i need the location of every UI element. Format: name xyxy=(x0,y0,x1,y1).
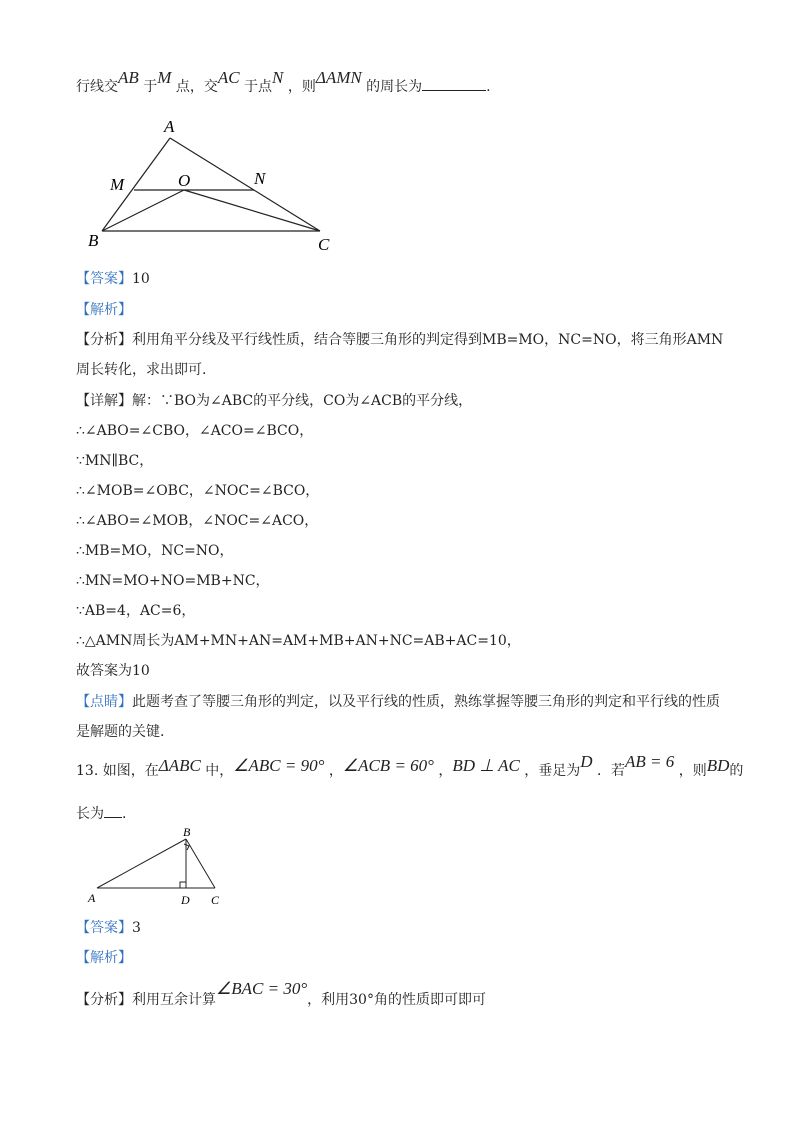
math-bd-perp-ac: BD ⊥ AC xyxy=(452,756,520,775)
q12-text: 行线交 xyxy=(76,79,118,95)
label-a: A xyxy=(164,117,175,136)
answer-value: 10 xyxy=(132,271,150,287)
q13-text: ， xyxy=(328,763,343,779)
math-m: M xyxy=(157,68,172,87)
dianjing-line-2: 是解题的关键. xyxy=(76,724,165,740)
line-ac xyxy=(170,138,320,231)
math-d: D xyxy=(580,752,593,771)
q13-text: 长为 xyxy=(76,806,104,822)
answer-tag: 【答案】 xyxy=(76,271,132,287)
label-d: D xyxy=(181,893,190,907)
fenxi-line xyxy=(76,979,486,1010)
conclusion-line: 故答案为10 xyxy=(76,663,150,679)
figure-triangle-amn xyxy=(80,112,350,262)
answer-tag: 【答案】 xyxy=(76,920,132,936)
label-a: A xyxy=(88,891,96,905)
fenxi-line xyxy=(76,330,723,350)
q12-text: ，则 xyxy=(287,79,316,95)
q13-text: . xyxy=(122,806,127,822)
label-n: N xyxy=(254,169,266,188)
q13-text: 的 xyxy=(729,763,744,779)
step-line: ∴∠ABO=∠CBO，∠ACO=∠BCO， xyxy=(76,423,314,439)
answer-blank xyxy=(104,803,122,818)
detail-line xyxy=(76,391,472,411)
q13-line xyxy=(76,752,744,781)
step-line: ∴MB=MO，NC=NO， xyxy=(76,543,234,559)
step-line: ∴∠ABO=∠MOB，∠NOC=∠ACO， xyxy=(76,513,319,529)
step-line: ∴∠MOB=∠OBC，∠NOC=∠BCO， xyxy=(76,483,320,499)
math-angle-bac: ∠BAC = 30° xyxy=(216,979,308,998)
q13-text: 中， xyxy=(205,763,234,779)
line-bo xyxy=(102,190,184,231)
right-angle-mark-d xyxy=(180,882,186,888)
line-bc xyxy=(186,839,215,888)
fenxi-text: 周长转化，求出即可. xyxy=(76,362,207,378)
q12-text: 于 xyxy=(143,79,158,95)
label-o: O xyxy=(178,171,191,190)
math-bd: BD xyxy=(706,756,730,775)
fenxi-text: ，利用30°角的性质即可即可 xyxy=(307,992,486,1008)
fenxi-tag: 【分析】 xyxy=(76,992,132,1008)
dianjing-line xyxy=(76,692,720,712)
label-b: B xyxy=(183,825,191,839)
analysis-line xyxy=(76,300,132,320)
analysis-tag: 【解析】 xyxy=(76,302,132,318)
detail-text: 解：∵BO为∠ABC的平分线，CO为∠ACB的平分线， xyxy=(132,393,473,409)
math-ab: AB xyxy=(118,68,139,87)
fenxi-tag: 【分析】 xyxy=(76,332,132,348)
label-b: B xyxy=(88,231,99,250)
step-line: ∵AB=4，AC=6， xyxy=(76,603,196,619)
q12-tail-line xyxy=(76,68,491,97)
step-line: ∴△AMN周长为AM+MN+AN=AM+MB+AN+NC=AB+AC=10， xyxy=(76,633,521,649)
math-angle-abc: ∠ABC = 90° xyxy=(233,756,325,775)
math-triangle-amn: ΔAMN xyxy=(315,68,362,87)
q13-text: ．若 xyxy=(597,763,625,779)
q12-text: 于点 xyxy=(244,79,273,95)
label-m: M xyxy=(110,175,125,194)
math-ac: AC xyxy=(217,68,240,87)
answer-value: 3 xyxy=(132,920,141,936)
fenxi-text: 利用角平分线及平行线性质，结合等腰三角形的判定得到MB=MO，NC=NO，将三角形AMN xyxy=(132,332,724,348)
label-c: C xyxy=(211,893,220,907)
q13-text: ，则 xyxy=(678,763,707,779)
analysis-tag: 【解析】 xyxy=(76,950,132,966)
fenxi-text: 利用互余计算 xyxy=(132,992,216,1008)
analysis-line xyxy=(76,948,132,968)
answer-line xyxy=(76,269,150,289)
dianjing-tag: 【点睛】 xyxy=(76,694,132,710)
figure-triangle-abc xyxy=(80,822,240,912)
q12-text: . xyxy=(486,79,491,95)
q13-text: ，垂足为 xyxy=(524,763,581,779)
q13-line-2 xyxy=(76,803,126,824)
math-angle-acb: ∠ACB = 60° xyxy=(342,756,434,775)
answer-line xyxy=(76,918,141,938)
q13-number: 13. 如图，在 xyxy=(76,763,159,779)
dianjing-text: 此题考查了等腰三角形的判定，以及平行线的性质，熟练掌握等腰三角形的判定和平行线的性质 xyxy=(132,694,720,710)
detail-tag: 【详解】 xyxy=(76,393,132,409)
q13-text: ， xyxy=(438,763,453,779)
answer-blank xyxy=(422,76,486,91)
line-ab xyxy=(97,839,186,888)
fenxi-line-2 xyxy=(76,360,206,380)
q12-text: 点，交 xyxy=(175,79,218,95)
math-n: N xyxy=(272,68,284,87)
q12-text: 的周长为 xyxy=(366,79,423,95)
line-oc xyxy=(184,190,320,231)
step-line: ∵MN∥BC， xyxy=(76,453,154,469)
label-c: C xyxy=(318,235,330,254)
step-line: ∴MN=MO+NO=MB+NC， xyxy=(76,573,270,589)
math-ab-6: AB = 6 xyxy=(625,752,675,771)
math-triangle-abc: ΔABC xyxy=(158,756,201,775)
